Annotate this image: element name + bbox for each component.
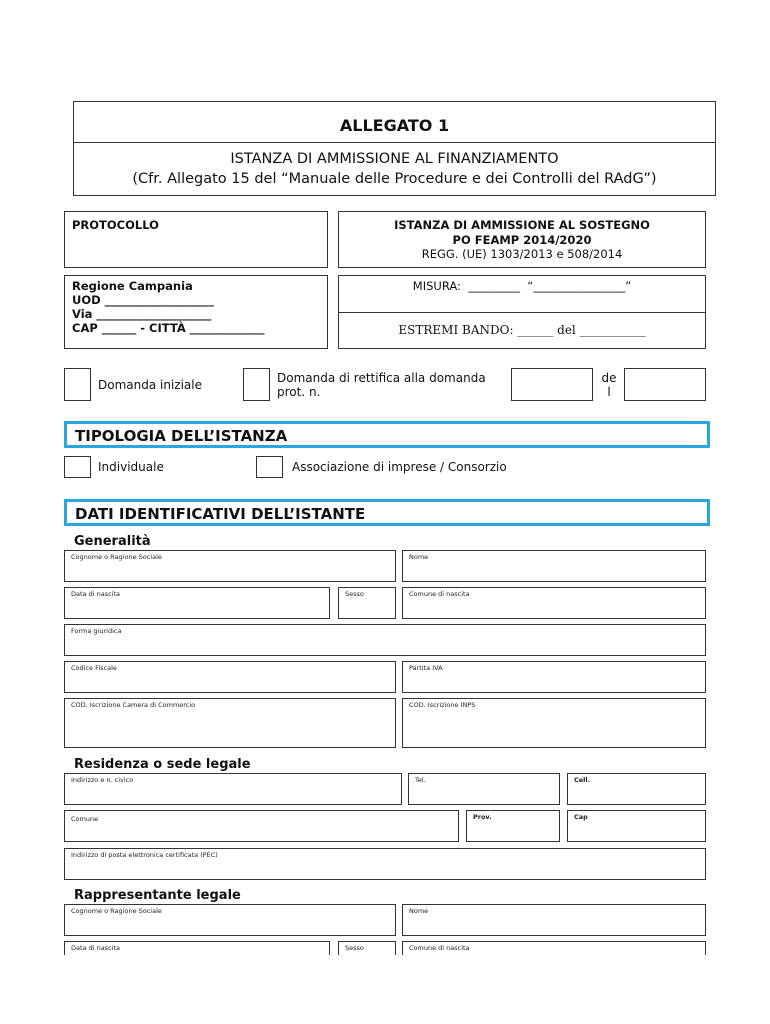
cod-inps-field[interactable] [402, 698, 706, 748]
codice-fiscale-label: Codice Fiscale [71, 664, 117, 672]
generalita-heading: Generalità [74, 534, 151, 549]
individuale-checkbox[interactable] [64, 456, 91, 478]
regione-line3: Via ____________________ [72, 307, 212, 321]
del-label-line2: l [607, 385, 611, 399]
page-subtitle-line1: ISTANZA DI AMMISSIONE AL FINANZIAMENTO [230, 151, 559, 167]
rapp-row-clip [0, 941, 770, 955]
tel-label: Tel. [415, 776, 426, 784]
misura-bando-box [338, 275, 706, 349]
protocollo-label: PROTOCOLLO [72, 218, 159, 232]
data-nascita-label: Data di nascita [71, 590, 120, 598]
istanza-line2: PO FEAMP 2014/2020 [452, 233, 592, 247]
rapp-cognome-field[interactable] [64, 904, 396, 936]
rapp-nome-field[interactable] [402, 904, 706, 936]
sesso-field[interactable] [338, 587, 396, 619]
protocollo-box [64, 211, 328, 268]
page-subtitle-line2: (Cfr. Allegato 15 del “Manuale delle Procedure e dei Controlli del RAdG”) [132, 171, 657, 187]
prov-field[interactable] [466, 810, 560, 842]
nome-field[interactable] [402, 550, 706, 582]
data-nascita-field[interactable] [64, 587, 330, 619]
prov-label: Prov. [473, 813, 492, 821]
indirizzo-label: Indirizzo e n. civico [71, 776, 134, 784]
domanda-rettifica-line2: prot. n. [277, 385, 321, 399]
cap-field[interactable] [567, 810, 706, 842]
cod-inps-label: COD. Iscrizione INPS [409, 701, 476, 709]
cognome-label: Cognome o Ragione Sociale [71, 553, 162, 561]
partita-iva-label: Partita IVA [409, 664, 443, 672]
nome-label: Nome [409, 553, 429, 561]
rapp-data-nascita-label: Data di nascita [71, 944, 120, 952]
del-date-field[interactable] [624, 368, 706, 401]
regione-line4: CAP ______ - CITTÀ _____________ [72, 321, 265, 335]
cod-camera-label: COD. Iscrizione Camera di Commercio [71, 701, 196, 709]
header-divider [74, 142, 715, 143]
domanda-rettifica-line1: Domanda di rettifica alla domanda [277, 371, 486, 385]
cell-label: Cell. [574, 776, 591, 784]
sesso-label: Sesso [345, 590, 364, 598]
indirizzo-field[interactable] [64, 773, 402, 805]
misura-divider [339, 312, 705, 313]
comune-nascita-label: Comune di nascita [409, 590, 470, 598]
cell-field[interactable] [567, 773, 706, 805]
partita-iva-field[interactable] [402, 661, 706, 693]
pec-label: Indirizzo di posta elettronica certificata (PEC) [71, 851, 218, 859]
cod-camera-field[interactable] [64, 698, 396, 748]
associazione-label: Associazione di imprese / Consorzio [292, 460, 507, 474]
cap-label: Cap [574, 813, 588, 821]
associazione-checkbox[interactable] [256, 456, 283, 478]
page-title: ALLEGATO 1 [339, 116, 450, 135]
rapp-comune-nascita-label: Comune di nascita [409, 944, 470, 952]
header-box [73, 101, 716, 196]
tel-field[interactable] [408, 773, 560, 805]
istanza-line1: ISTANZA DI AMMISSIONE AL SOSTEGNO [394, 218, 650, 232]
cognome-field[interactable] [64, 550, 396, 582]
prot-number-field[interactable] [511, 368, 593, 401]
rapp-sesso-field[interactable] [338, 941, 396, 955]
forma-giuridica-field[interactable] [64, 624, 706, 656]
tipologia-section-header: TIPOLOGIA DELL’ISTANZA [64, 421, 710, 448]
rapp-cognome-label: Cognome o Ragione Sociale [71, 907, 162, 915]
rapp-nome-label: Nome [409, 907, 429, 915]
regione-line2: UOD ___________________ [72, 293, 214, 307]
comune-field[interactable] [64, 810, 459, 842]
rapp-data-nascita-field[interactable] [64, 941, 330, 955]
individuale-label: Individuale [98, 460, 164, 474]
residenza-heading: Residenza o sede legale [74, 757, 251, 772]
pec-field[interactable] [64, 848, 706, 880]
domanda-iniziale-label: Domanda iniziale [98, 378, 202, 392]
istanza-box [338, 211, 706, 268]
rapp-comune-nascita-field[interactable] [402, 941, 706, 955]
domanda-iniziale-checkbox[interactable] [64, 368, 91, 401]
misura-text: MISURA: _________ “________________” [412, 279, 632, 293]
rapp-sesso-label: Sesso [345, 944, 364, 952]
del-label-line1: de [601, 371, 617, 385]
comune-nascita-field[interactable] [402, 587, 706, 619]
domanda-rettifica-checkbox[interactable] [243, 368, 270, 401]
dati-section-header: DATI IDENTIFICATIVI DELL’ISTANTE [64, 499, 710, 526]
bando-text: ESTREMI BANDO: ______ del ___________ [398, 323, 646, 337]
regione-line1: Regione Campania [72, 279, 193, 293]
forma-giuridica-label: Forma giuridica [71, 627, 122, 635]
regione-box [64, 275, 328, 349]
codice-fiscale-field[interactable] [64, 661, 396, 693]
rappresentante-heading: Rappresentante legale [74, 888, 241, 903]
istanza-line3: REGG. (UE) 1303/2013 e 508/2014 [421, 247, 623, 261]
comune-label: Comune [71, 815, 99, 823]
